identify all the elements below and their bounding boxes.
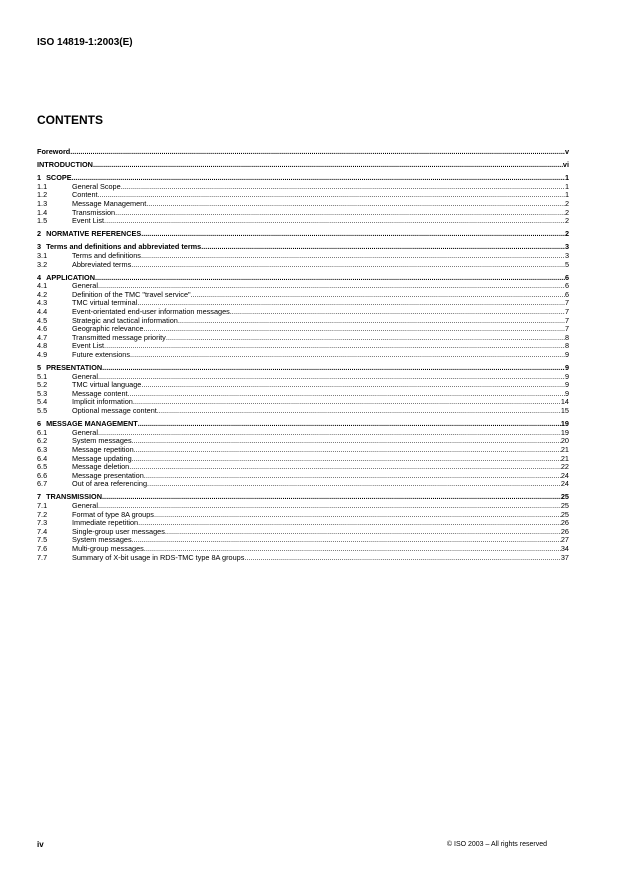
toc-leader-dots — [104, 217, 565, 226]
toc-leader-dots — [129, 463, 561, 472]
toc-leader-dots — [146, 200, 565, 209]
toc-entry-title: Multi-group messages — [72, 543, 144, 553]
toc-entry-page: 7 — [564, 315, 569, 325]
toc-leader-dots — [104, 342, 565, 351]
toc-entry-number: 4.2 — [37, 289, 48, 299]
toc-entry-title: Future extensions — [72, 349, 131, 359]
toc-entry-title: Message repetition — [72, 444, 134, 454]
page-number: iv — [37, 840, 44, 849]
toc-entry-title: Abbreviated terms — [72, 259, 132, 269]
toc-entry-title: General — [72, 281, 98, 291]
toc-leader-dots — [191, 291, 565, 300]
toc-entry-number: 5.4 — [37, 397, 48, 407]
toc-leader-dots — [165, 528, 561, 537]
toc-entry-page: 19 — [560, 427, 569, 437]
toc-entry-page: 2 — [564, 198, 569, 208]
toc-entry-page: 25 — [560, 500, 569, 510]
toc-entry-number: 1.4 — [37, 207, 48, 217]
toc-entry-title: Strategic and tactical information — [72, 315, 178, 325]
toc-entry-number: 4.6 — [37, 324, 48, 334]
toc-entry-title: Out of area referencing — [72, 479, 148, 489]
toc-entry-page: 6 — [564, 281, 569, 291]
toc-entry-page: 9 — [564, 388, 569, 398]
table-of-contents — [37, 148, 569, 562]
toc-entry-title: INTRODUCTION — [37, 160, 93, 170]
toc-entry-page: 1 — [564, 190, 569, 200]
toc-section-entry[interactable] — [37, 274, 569, 283]
toc-entry-number: 4.7 — [37, 332, 48, 342]
toc-entry-title: Summary of X-bit usage in RDS-TMC type 8A groups — [72, 552, 245, 562]
toc-leader-dots — [132, 455, 561, 464]
toc-entry-page: 7 — [564, 298, 569, 308]
toc-entry-title: Single-group user messages — [72, 526, 165, 536]
toc-subsection-entry[interactable] — [37, 209, 569, 218]
toc-entry-page: 25 — [560, 492, 569, 502]
toc-leader-dots — [130, 351, 565, 360]
toc-entry-number: 6 — [37, 419, 42, 429]
toc-entry-number: 1 — [37, 173, 42, 183]
toc-entry-number: 2 — [37, 229, 42, 239]
toc-leader-dots — [157, 407, 561, 416]
toc-leader-dots — [134, 446, 561, 455]
toc-leader-dots — [98, 373, 565, 382]
toc-leader-dots — [154, 511, 561, 520]
toc-entry-number: 1.2 — [37, 190, 48, 200]
toc-subsection-entry[interactable] — [37, 261, 569, 270]
toc-entry-title: Message Management — [72, 198, 147, 208]
toc-entry-title: General — [72, 500, 98, 510]
toc-section-entry[interactable] — [37, 161, 569, 170]
toc-entry-page: 24 — [560, 470, 569, 480]
toc-leader-dots — [131, 261, 565, 270]
toc-leader-dots — [144, 472, 561, 481]
toc-entry-title: Geographic relevance — [72, 324, 144, 334]
toc-entry-title: Immediate repetition — [72, 518, 139, 528]
toc-entry-number: 6.3 — [37, 444, 48, 454]
toc-entry-page: 26 — [560, 526, 569, 536]
toc-leader-dots — [128, 390, 565, 399]
toc-leader-dots — [102, 493, 561, 502]
toc-entry-number: 1.3 — [37, 198, 48, 208]
toc-leader-dots — [102, 364, 565, 373]
toc-entry-number: 5.2 — [37, 380, 48, 390]
toc-leader-dots — [98, 429, 561, 438]
toc-entry-title: Event List — [72, 216, 105, 226]
toc-entry-number: 1.5 — [37, 216, 48, 226]
toc-leader-dots — [115, 209, 565, 218]
toc-leader-dots — [132, 536, 561, 545]
toc-entry-page: 2 — [564, 216, 569, 226]
toc-entry-title: Terms and definitions and abbreviated terms — [46, 242, 202, 252]
toc-entry-number: 6.6 — [37, 470, 48, 480]
toc-entry-title: TRANSMISSION — [46, 492, 103, 502]
toc-entry-number: 7 — [37, 492, 42, 502]
toc-entry-title: Message presentation — [72, 470, 144, 480]
toc-entry-page: 15 — [560, 406, 569, 416]
toc-leader-dots — [141, 252, 565, 261]
toc-leader-dots — [138, 420, 561, 429]
toc-entry-page: 9 — [564, 380, 569, 390]
toc-entry-number: 7.6 — [37, 543, 48, 553]
toc-entry-number: 5.5 — [37, 406, 48, 416]
toc-entry-number: 4.8 — [37, 341, 48, 351]
toc-entry-title: General — [72, 371, 98, 381]
toc-entry-page: 5 — [564, 259, 569, 269]
toc-entry-page: 14 — [560, 397, 569, 407]
toc-section-entry[interactable] — [37, 420, 569, 429]
toc-section-entry[interactable] — [37, 230, 569, 239]
toc-entry-number: 7.3 — [37, 518, 48, 528]
toc-subsection-entry[interactable] — [37, 480, 569, 489]
toc-section-entry[interactable] — [37, 364, 569, 373]
toc-entry-page: 37 — [560, 552, 569, 562]
toc-subsection-entry[interactable] — [37, 200, 569, 209]
toc-entry-title: Transmitted message priority — [72, 332, 166, 342]
toc-leader-dots — [141, 381, 565, 390]
toc-entry-page: 22 — [560, 462, 569, 472]
toc-entry-title: APPLICATION — [46, 272, 95, 282]
toc-entry-number: 7.7 — [37, 552, 48, 562]
toc-entry-page: 9 — [564, 371, 569, 381]
toc-entry-page: 6 — [564, 272, 569, 282]
toc-leader-dots — [141, 230, 565, 239]
toc-entry-page: 3 — [564, 242, 569, 252]
toc-entry-title: Message content — [72, 388, 128, 398]
toc-entry-number: 6.4 — [37, 453, 48, 463]
toc-entry-title: PRESENTATION — [46, 363, 103, 373]
toc-entry-title: Message updating — [72, 453, 132, 463]
contents-heading: CONTENTS — [37, 113, 103, 127]
toc-leader-dots — [132, 437, 561, 446]
toc-entry-page: v — [564, 147, 569, 156]
toc-entry-number: 6.1 — [37, 427, 48, 437]
toc-entry-page: 25 — [560, 509, 569, 519]
toc-entry-title: System messages — [72, 436, 132, 446]
toc-entry-page: 24 — [560, 479, 569, 489]
toc-entry-number: 5.1 — [37, 371, 48, 381]
toc-entry-number: 4.1 — [37, 281, 48, 291]
toc-subsection-entry[interactable] — [37, 217, 569, 226]
toc-entry-page: 7 — [564, 307, 569, 316]
toc-entry-title: System messages — [72, 535, 132, 545]
toc-subsection-entry[interactable] — [37, 554, 569, 563]
toc-entry-title: Message deletion — [72, 462, 130, 472]
toc-entry-title: Definition of the TMC "travel service" — [72, 289, 191, 299]
toc-entry-number: 7.1 — [37, 500, 48, 510]
toc-leader-dots — [178, 317, 565, 326]
toc-entry-number: 7.4 — [37, 526, 48, 536]
toc-entry-title: Optional message content — [72, 406, 157, 416]
toc-section-entry[interactable] — [37, 148, 569, 157]
toc-subsection-entry[interactable] — [37, 407, 569, 416]
toc-entry-page: 26 — [560, 518, 569, 528]
toc-entry-page: 7 — [564, 324, 569, 334]
toc-leader-dots — [121, 183, 565, 192]
toc-entry-page: 1 — [564, 181, 569, 191]
toc-entry-title: Content — [72, 190, 98, 200]
toc-entry-page: 6 — [564, 289, 569, 299]
toc-entry-number: 4.5 — [37, 315, 48, 325]
toc-entry-title: Implicit information — [72, 397, 133, 407]
toc-leader-dots — [95, 274, 565, 283]
toc-entry-number: 3.1 — [37, 250, 48, 260]
toc-entry-page: 2 — [564, 229, 569, 239]
toc-subsection-entry[interactable] — [37, 334, 569, 343]
toc-entry-number: 1.1 — [37, 181, 48, 191]
document-id-header: ISO 14819-1:2003(E) — [37, 37, 133, 48]
toc-entry-page: vi — [562, 160, 569, 170]
toc-leader-dots — [98, 191, 565, 200]
toc-entry-title: NORMATIVE REFERENCES — [46, 229, 142, 239]
toc-entry-number: 4.3 — [37, 298, 48, 308]
toc-entry-number: 4 — [37, 272, 42, 282]
toc-entry-title: TMC virtual terminal — [72, 298, 138, 308]
toc-entry-title: General — [72, 427, 98, 437]
toc-entry-title: Foreword — [37, 147, 71, 156]
toc-entry-number: 7.5 — [37, 535, 48, 545]
toc-leader-dots — [93, 161, 563, 170]
toc-leader-dots — [201, 243, 565, 252]
toc-entry-title: Event List — [72, 341, 105, 351]
toc-entry-number: 3.2 — [37, 259, 48, 269]
toc-subsection-entry[interactable] — [37, 351, 569, 360]
toc-entry-page: 9 — [564, 363, 569, 373]
toc-leader-dots — [133, 398, 561, 407]
toc-leader-dots — [72, 174, 565, 183]
toc-entry-number: 6.7 — [37, 479, 48, 489]
toc-entry-page: 8 — [564, 341, 569, 351]
toc-entry-page: 3 — [564, 250, 569, 260]
toc-entry-title: TMC virtual language — [72, 380, 142, 390]
toc-entry-title: MESSAGE MANAGEMENT — [46, 419, 138, 429]
toc-leader-dots — [138, 519, 561, 528]
toc-entry-number: 5.3 — [37, 388, 48, 398]
toc-entry-title: General Scope — [72, 181, 121, 191]
toc-entry-page: 34 — [560, 543, 569, 553]
toc-entry-number: 5 — [37, 363, 42, 373]
toc-entry-number: 4.4 — [37, 307, 48, 316]
toc-entry-page: 2 — [564, 207, 569, 217]
toc-leader-dots — [98, 502, 561, 511]
toc-leader-dots — [70, 148, 565, 157]
toc-subsection-entry[interactable] — [37, 183, 569, 192]
toc-entry-title: Event-orientated end-user information messages — [72, 307, 230, 316]
toc-entry-number: 7.2 — [37, 509, 48, 519]
toc-leader-dots — [230, 308, 565, 317]
toc-section-entry[interactable] — [37, 493, 569, 502]
toc-entry-number: 4.9 — [37, 349, 48, 359]
toc-entry-page: 27 — [560, 535, 569, 545]
toc-entry-page: 21 — [560, 453, 569, 463]
toc-entry-number: 6.2 — [37, 436, 48, 446]
toc-entry-page: 20 — [560, 436, 569, 446]
toc-leader-dots — [143, 325, 565, 334]
toc-entry-number: 6.5 — [37, 462, 48, 472]
toc-entry-page: 1 — [564, 173, 569, 183]
toc-leader-dots — [147, 480, 561, 489]
toc-leader-dots — [244, 554, 561, 563]
toc-entry-title: Transmission — [72, 207, 116, 217]
copyright-notice: © ISO 2003 – All rights reserved — [446, 841, 547, 848]
toc-entry-page: 19 — [560, 419, 569, 429]
toc-entry-page: 21 — [560, 444, 569, 454]
toc-entry-number: 3 — [37, 242, 42, 252]
toc-entry-title: Format of type 8A groups — [72, 509, 154, 519]
toc-entry-title: SCOPE — [46, 173, 72, 183]
toc-entry-title: Terms and definitions — [72, 250, 141, 260]
toc-entry-page: 8 — [564, 332, 569, 342]
toc-leader-dots — [166, 334, 565, 343]
toc-entry-page: 9 — [564, 349, 569, 359]
